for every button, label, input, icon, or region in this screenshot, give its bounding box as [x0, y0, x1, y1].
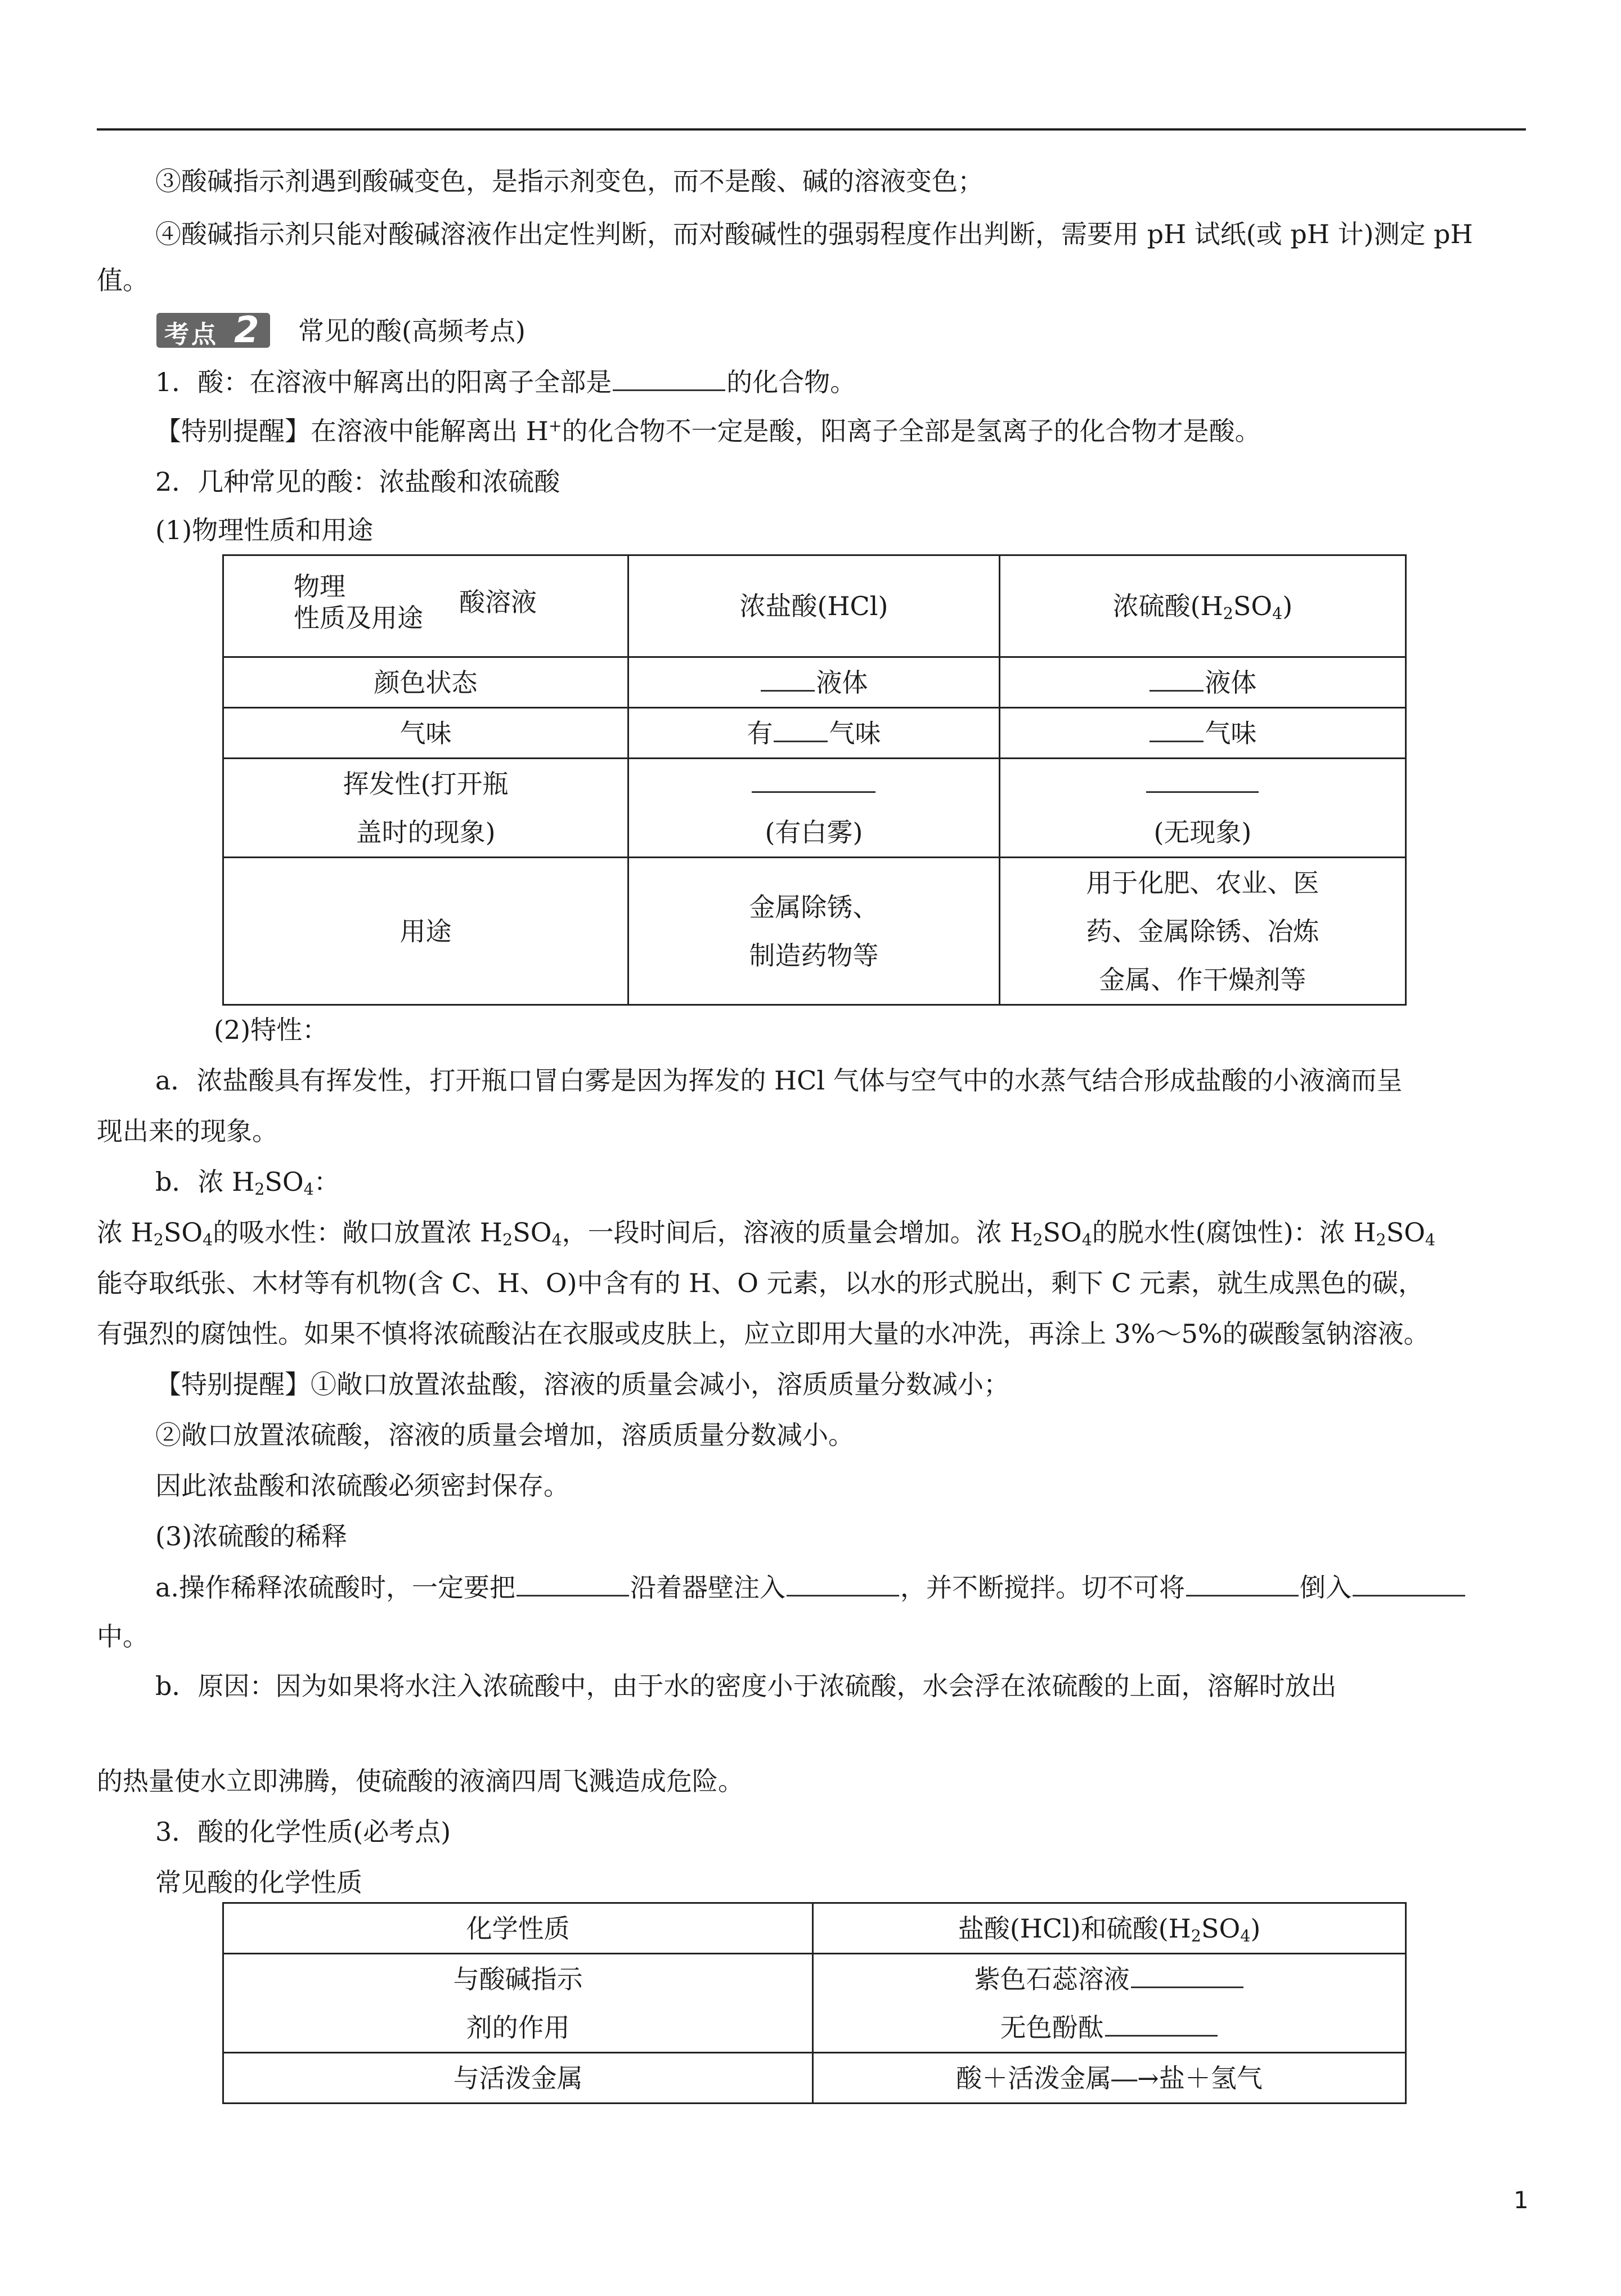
- text-line: 因此浓盐酸和浓硫酸必须密封保存。: [155, 1470, 569, 1501]
- table-header: 化学性质: [223, 1903, 813, 1954]
- acid-chemical-properties-table: [222, 1902, 1407, 2104]
- text-line: 中。: [97, 1621, 149, 1652]
- section-heading: 3．酸的化学性质(必考点): [155, 1817, 451, 1847]
- text-line: ②敞口放置浓硫酸，溶液的质量会增加，溶质质量分数减小。: [155, 1420, 854, 1450]
- text-line: 现出来的现象。: [97, 1116, 278, 1146]
- table-row-label: 颜色状态: [223, 657, 628, 708]
- badge-number: 2: [234, 310, 259, 351]
- answer-blank[interactable]: [1105, 2010, 1218, 2037]
- table-cell: 气味: [999, 708, 1406, 759]
- answer-blank[interactable]: [517, 1570, 629, 1597]
- subsection-heading: (1)物理性质和用途: [155, 515, 374, 545]
- acid-properties-table: [222, 554, 1407, 1006]
- table-row-label: 与酸碱指示 剂的作用: [223, 1954, 813, 2053]
- dilution-instruction: a.操作稀释浓硫酸时，一定要把 沿着器壁注入 ，并不断搅拌。切不可将 倒入: [155, 1570, 1466, 1604]
- answer-blank[interactable]: [613, 365, 725, 391]
- answer-blank[interactable]: [1146, 766, 1259, 793]
- table-cell: (有白雾): [628, 759, 1000, 858]
- table-row-label: 气味: [223, 708, 628, 759]
- table-cell: 液体: [999, 657, 1406, 708]
- table-cell: 酸＋活泼金属―→盐＋氢气: [813, 2053, 1406, 2104]
- acid-definition: 1．酸：在溶液中解离出的阳离子全部是 的化合物。: [155, 365, 856, 399]
- text-line: ④酸碱指示剂只能对酸碱溶液作出定性判断，而对酸碱性的强弱程度作出判断，需要用 pH 试纸(或 pH 计)测定 pH: [155, 219, 1473, 249]
- answer-blank[interactable]: [1186, 1570, 1299, 1597]
- page-number: 1: [1514, 2186, 1529, 2214]
- table-cell: (无现象): [999, 759, 1406, 858]
- answer-blank[interactable]: [752, 766, 875, 793]
- section-heading: 2．几种常见的酸：浓盐酸和浓硫酸: [155, 467, 560, 497]
- text-line: 的热量使水立即沸腾，使硫酸的液滴四周飞溅造成危险。: [97, 1766, 744, 1796]
- answer-blank[interactable]: [761, 665, 815, 692]
- special-tip: 【特别提醒】在溶液中能解离出 H+的化合物不一定是酸，阳离子全部是氢离子的化合物才是酸。: [155, 416, 1261, 446]
- subsection-heading: 常见酸的化学性质: [155, 1867, 362, 1898]
- badge-label: 考点: [164, 320, 218, 349]
- answer-blank[interactable]: [1149, 665, 1204, 692]
- text-line: 值。: [97, 265, 149, 295]
- answer-blank[interactable]: [1353, 1570, 1465, 1597]
- table-header: 盐酸(HCl)和硫酸$(H_2SO_4)$: [813, 1903, 1406, 1954]
- table-header-h2so4: 浓硫酸$(H_2SO_4)$: [999, 555, 1406, 657]
- text-line: ③酸碱指示剂遇到酸碱变色，是指示剂变色，而不是酸、碱的溶液变色；: [155, 166, 984, 196]
- answer-blank[interactable]: [774, 716, 828, 742]
- table-header-hcl: 浓盐酸(HCl): [628, 555, 1000, 657]
- table-header-diagonal: 物理 性质及用途 酸溶液: [223, 555, 628, 657]
- text-line: 有强烈的腐蚀性。如果不慎将浓硫酸沾在衣服或皮肤上，应立即用大量的水冲洗，再涂上 3%～5%的碳酸氢钠溶液。: [97, 1319, 1430, 1349]
- table-row-label: 挥发性(打开瓶 盖时的现象): [223, 759, 628, 858]
- text-line: 能夺取纸张、木材等有机物(含 C、H、O)中含有的 H、O 元素，以水的形式脱出，剩下 C 元素，就生成黑色的碳，: [97, 1268, 1425, 1298]
- table-row-label: 与活泼金属: [223, 2053, 813, 2104]
- table-cell: 紫色石蕊溶液 无色酚酞: [813, 1954, 1406, 2053]
- exam-point-badge: [156, 310, 270, 351]
- table-cell: 液体: [628, 657, 1000, 708]
- answer-blank[interactable]: [1131, 1962, 1243, 1988]
- table-cell: 金属除锈、 制造药物等: [628, 858, 1000, 1005]
- text-line: a．浓盐酸具有挥发性，打开瓶口冒白雾是因为挥发的 HCl 气体与空气中的水蒸气结合形成盐酸的小液滴而呈: [155, 1065, 1403, 1096]
- table-cell: 用于化肥、农业、医 药、金属除锈、冶炼 金属、作干燥剂等: [999, 858, 1406, 1005]
- answer-blank[interactable]: [1149, 716, 1204, 742]
- text-line: b．浓 $H_2SO_4$：: [155, 1167, 340, 1199]
- text-line: b．原因：因为如果将水注入浓硫酸中，由于水的密度小于浓硫酸，水会浮在浓硫酸的上面，溶解时放出: [155, 1671, 1337, 1701]
- answer-blank[interactable]: [787, 1570, 899, 1597]
- subsection-heading: (2)特性：: [214, 1015, 329, 1045]
- table-cell: 有 气味: [628, 708, 1000, 759]
- text-line: 浓 $H_2SO_4$的吸水性：敞口放置浓 $H_2SO_4$，一段时间后，溶液的质量会增加。浓 $H_2SO_4$的脱水性(腐蚀性)：浓 $H_2SO_4$: [97, 1217, 1436, 1250]
- subsection-heading: (3)浓硫酸的稀释: [155, 1521, 348, 1551]
- section-title: 常见的酸(高频考点): [298, 316, 526, 346]
- header-rule: [97, 128, 1526, 131]
- table-row-label: 用途: [223, 858, 628, 1005]
- special-tip: 【特别提醒】①敞口放置浓盐酸，溶液的质量会减小，溶质质量分数减小；: [155, 1369, 1009, 1400]
